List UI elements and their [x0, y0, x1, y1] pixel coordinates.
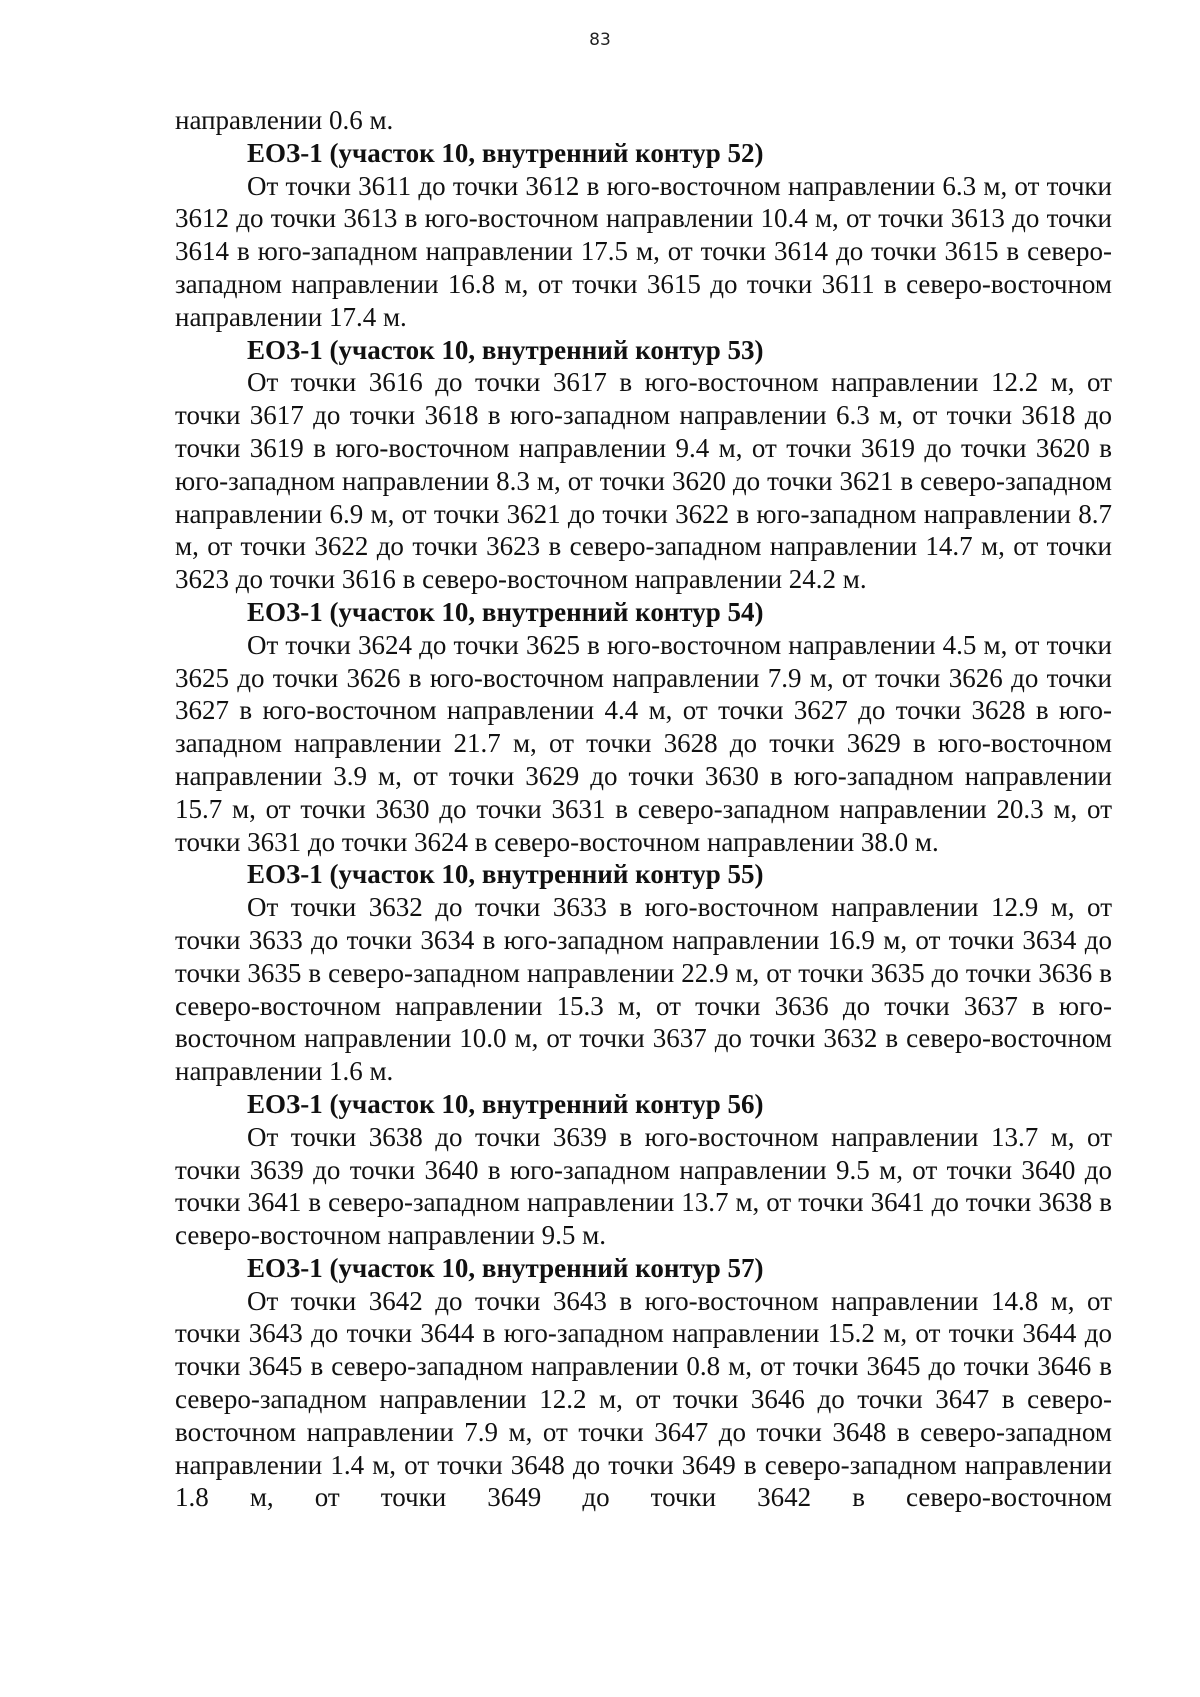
section-text-57: От точки 3642 до точки 3643 в юго-восточном направлении 14.8 м, от точки 3643 до точки 3644 в юго-западном направлении 15.2 м, от точки 3644 до точки 3645 в северо-западном направлении 0.8 м, от точки 3645 до точки 3646 в северо-западном направлении 12.2 м, от точки 3646 до точки 3647 в северо-восточном направлении 7.9 м, от точки 3647 до точки 3648 в северо-западном направлении 1.4 м, от точки 3648 до точки 3649 в северо-западном направлении 1.8 м, от точки 3649 до точки 3642 в северо-восточном	[175, 1285, 1112, 1513]
page-number: 83	[589, 30, 611, 50]
section-text-53: От точки 3616 до точки 3617 в юго-восточном направлении 12.2 м, от точки 3617 до точки 3618 в юго-западном направлении 6.3 м, от точки 3618 до точки 3619 в юго-восточном направлении 9.4 м, от точки 3619 до точки 3620 в юго-западном направлении 8.3 м, от точки 3620 до точки 3621 в северо-западном направлении 6.9 м, от точки 3621 до точки 3622 в юго-западном направлении 8.7 м, от точки 3622 до точки 3623 в северо-западном направлении 14.7 м, от точки 3623 до точки 3616 в северо-восточном направлении 24.2 м.	[175, 367, 1112, 595]
section-text-55: От точки 3632 до точки 3633 в юго-восточном направлении 12.9 м, от точки 3633 до точки 3634 в юго-западном направлении 16.9 м, от точки 3634 до точки 3635 в северо-западном направлении 22.9 м, от точки 3635 до точки 3636 в северо-восточном направлении 15.3 м, от точки 3636 до точки 3637 в юго-восточном направлении 10.0 м, от точки 3637 до точки 3632 в северо-восточном направлении 1.6 м.	[175, 892, 1112, 1087]
section-heading-56: ЕОЗ-1 (участок 10, внутренний контур 56)	[247, 1088, 764, 1119]
document-body	[175, 104, 1112, 1514]
intro-paragraph: направлении 0.6 м.	[175, 105, 394, 135]
section-heading-55: ЕОЗ-1 (участок 10, внутренний контур 55)	[247, 859, 764, 890]
section-text-56: От точки 3638 до точки 3639 в юго-восточном направлении 13.7 м, от точки 3639 до точки 3640 в юго-западном направлении 9.5 м, от точки 3640 до точки 3641 в северо-западном направлении 13.7 м, от точки 3641 до точки 3638 в северо-восточном направлении 9.5 м.	[175, 1121, 1112, 1251]
section-heading-54: ЕОЗ-1 (участок 10, внутренний контур 54)	[247, 596, 764, 627]
section-heading-53: ЕОЗ-1 (участок 10, внутренний контур 53)	[247, 334, 764, 365]
section-text-52: От точки 3611 до точки 3612 в юго-восточном направлении 6.3 м, от точки 3612 до точки 3613 в юго-восточном направлении 10.4 м, от точки 3613 до точки 3614 в юго-западном направлении 17.5 м, от точки 3614 до точки 3615 в северо-западном направлении 16.8 м, от точки 3615 до точки 3611 в северо-восточном направлении 17.4 м.	[175, 170, 1112, 332]
section-text-54: От точки 3624 до точки 3625 в юго-восточном направлении 4.5 м, от точки 3625 до точки 3626 в юго-восточном направлении 7.9 м, от точки 3626 до точки 3627 в юго-восточном направлении 4.4 м, от точки 3627 до точки 3628 в юго-западном направлении 21.7 м, от точки 3628 до точки 3629 в юго-восточном направлении 3.9 м, от точки 3629 до точки 3630 в юго-западном направлении 15.7 м, от точки 3630 до точки 3631 в северо-западном направлении 20.3 м, от точки 3631 до точки 3624 в северо-восточном направлении 38.0 м.	[175, 629, 1112, 857]
section-heading-52: ЕОЗ-1 (участок 10, внутренний контур 52)	[247, 137, 764, 168]
section-heading-57: ЕОЗ-1 (участок 10, внутренний контур 57)	[247, 1252, 764, 1283]
